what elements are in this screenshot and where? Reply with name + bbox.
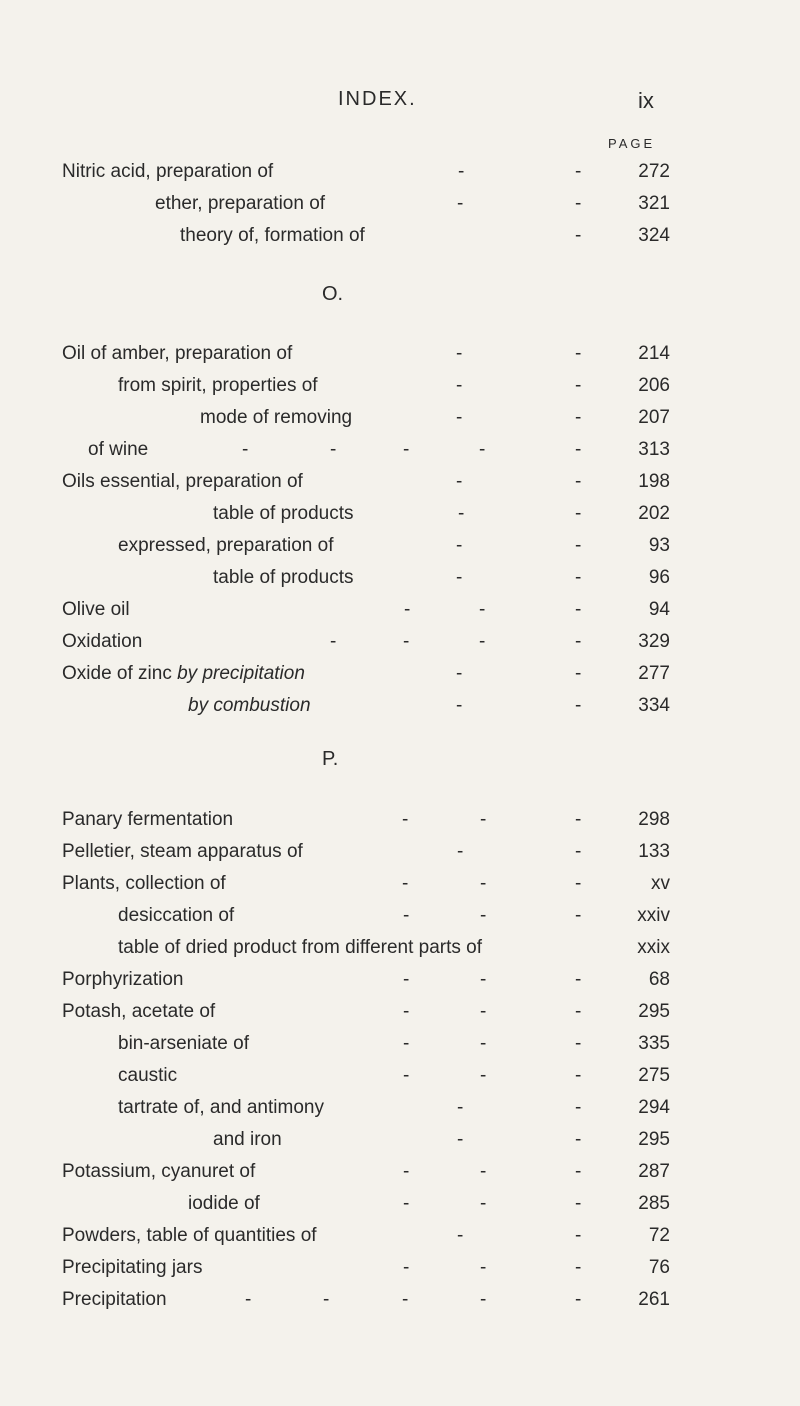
leader-dash: - xyxy=(480,1193,487,1214)
leader-dash: - xyxy=(456,343,463,364)
leader-dash: - xyxy=(403,631,410,652)
leader-dash: - xyxy=(403,1161,410,1182)
entry-term xyxy=(62,838,303,866)
entry-term xyxy=(62,596,130,624)
index-entry xyxy=(0,1190,800,1218)
entry-term xyxy=(118,372,318,400)
entry-page-number: 313 xyxy=(638,439,670,460)
leader-dash: - xyxy=(456,407,463,428)
entry-term-text: Plants, collection of xyxy=(62,873,226,894)
leader-dash: - xyxy=(480,905,487,926)
entry-page-number: 202 xyxy=(638,503,670,524)
leader-dash: - xyxy=(575,1065,582,1086)
entry-term xyxy=(188,1190,260,1218)
entry-page-number: 133 xyxy=(638,841,670,862)
leader-dash: - xyxy=(480,1257,487,1278)
index-entry xyxy=(0,372,800,400)
leader-dash: - xyxy=(456,695,463,716)
entry-term-text: ether, preparation of xyxy=(155,193,326,214)
entry-term xyxy=(62,340,292,368)
leader-dash: - xyxy=(575,1129,582,1150)
entry-term xyxy=(62,998,215,1026)
entry-page-number: 334 xyxy=(638,695,670,716)
entry-page-number: xxiv xyxy=(637,905,670,926)
entry-term xyxy=(62,628,142,656)
section-letter: O. xyxy=(322,283,344,305)
entry-page-number: 94 xyxy=(648,599,670,620)
entry-term xyxy=(62,1158,255,1186)
leader-dash: - xyxy=(575,663,582,684)
entry-term-text: tartrate of, and antimony xyxy=(118,1097,324,1118)
running-head-title: INDEX. xyxy=(338,88,417,110)
entry-term xyxy=(88,436,148,464)
leader-dash: - xyxy=(575,343,582,364)
entry-page-number: 295 xyxy=(638,1129,670,1150)
page-column-heading: PAGE xyxy=(608,136,656,151)
entry-term xyxy=(188,692,311,720)
leader-dash: - xyxy=(575,1033,582,1054)
entry-page-number: 285 xyxy=(638,1193,670,1214)
leader-dash: - xyxy=(575,225,582,246)
entry-term-text: mode of removing xyxy=(200,407,353,428)
index-entry xyxy=(0,870,800,898)
entry-term xyxy=(62,966,183,994)
entry-term-text: from spirit, properties of xyxy=(118,375,318,396)
entry-term xyxy=(62,660,305,688)
leader-dash: - xyxy=(480,1001,487,1022)
entry-term xyxy=(62,158,273,186)
entry-page-number: 321 xyxy=(638,193,670,214)
entry-page-number: 206 xyxy=(638,375,670,396)
leader-dash: - xyxy=(575,969,582,990)
entry-term-text: Oxide of zinc xyxy=(62,663,172,684)
entry-term xyxy=(62,1222,317,1250)
leader-dash: - xyxy=(402,809,409,830)
index-entry xyxy=(0,1222,800,1250)
entry-page-number: xxix xyxy=(637,937,670,958)
index-entry xyxy=(0,222,800,250)
index-entry xyxy=(0,564,800,592)
entry-term-text: Pelletier, steam apparatus of xyxy=(62,841,303,862)
index-entry xyxy=(0,340,800,368)
leader-dash: - xyxy=(323,1289,330,1310)
leader-dash: - xyxy=(575,873,582,894)
leader-dash: - xyxy=(330,439,337,460)
entry-page-number: 277 xyxy=(638,663,670,684)
entry-term-text: table of products xyxy=(213,567,354,588)
leader-dash: - xyxy=(575,905,582,926)
leader-dash: - xyxy=(245,1289,252,1310)
leader-dash: - xyxy=(575,1289,582,1310)
entry-term xyxy=(200,404,352,432)
entry-page-number: 207 xyxy=(638,407,670,428)
entry-page-number: 76 xyxy=(648,1257,670,1278)
leader-dash: - xyxy=(575,1193,582,1214)
leader-dash: - xyxy=(456,663,463,684)
entry-page-number: xv xyxy=(651,873,670,894)
leader-dash: - xyxy=(403,905,410,926)
index-entry xyxy=(0,628,800,656)
entry-term xyxy=(118,532,333,560)
entry-term-text: expressed, preparation of xyxy=(118,535,334,556)
leader-dash: - xyxy=(457,1129,464,1150)
leader-dash: - xyxy=(404,599,411,620)
leader-dash: - xyxy=(575,193,582,214)
entry-term xyxy=(118,902,234,930)
leader-dash: - xyxy=(575,407,582,428)
leader-dash: - xyxy=(480,1065,487,1086)
index-entry xyxy=(0,902,800,930)
leader-dash: - xyxy=(403,1257,410,1278)
index-entry xyxy=(0,500,800,528)
entry-term-text: Oils essential, preparation of xyxy=(62,471,303,492)
leader-dash: - xyxy=(479,599,486,620)
leader-dash: - xyxy=(575,631,582,652)
entry-term-text: caustic xyxy=(118,1065,178,1086)
leader-dash: - xyxy=(575,1097,582,1118)
entry-term xyxy=(180,222,365,250)
entry-page-number: 294 xyxy=(638,1097,670,1118)
index-entry xyxy=(0,1126,800,1154)
entry-term-text: Potassium, cyanuret of xyxy=(62,1161,256,1182)
entry-term-text: Precipitation xyxy=(62,1289,167,1310)
leader-dash: - xyxy=(575,375,582,396)
entry-term-text: bin-arseniate of xyxy=(118,1033,249,1054)
leader-dash: - xyxy=(480,969,487,990)
index-entry xyxy=(0,1158,800,1186)
entry-page-number: 295 xyxy=(638,1001,670,1022)
leader-dash: - xyxy=(458,503,465,524)
leader-dash: - xyxy=(575,567,582,588)
entry-term xyxy=(62,1254,202,1282)
leader-dash: - xyxy=(575,471,582,492)
leader-dash: - xyxy=(402,1289,409,1310)
leader-dash: - xyxy=(480,809,487,830)
entry-term xyxy=(62,806,233,834)
entry-term-text: Olive oil xyxy=(62,599,130,620)
leader-dash: - xyxy=(480,873,487,894)
leader-dash: - xyxy=(479,439,486,460)
entry-term xyxy=(62,1286,167,1314)
entry-term-text: Oxidation xyxy=(62,631,143,652)
entry-term-text: table of dried product from different parts of xyxy=(118,937,483,958)
leader-dash: - xyxy=(575,503,582,524)
entry-term-italic: by precipitation xyxy=(177,663,305,684)
index-entry xyxy=(0,436,800,464)
leader-dash: - xyxy=(575,809,582,830)
leader-dash: - xyxy=(456,375,463,396)
entry-page-number: 198 xyxy=(638,471,670,492)
entry-term-text: Nitric acid, preparation of xyxy=(62,161,274,182)
section-letter: P. xyxy=(322,748,339,770)
entry-term xyxy=(155,190,325,218)
index-entry xyxy=(0,934,800,962)
index-entry xyxy=(0,1030,800,1058)
entry-page-number: 272 xyxy=(638,161,670,182)
index-entry xyxy=(0,692,800,720)
entry-term-text: of wine xyxy=(88,439,149,460)
entry-page-number: 72 xyxy=(648,1225,670,1246)
entry-term xyxy=(118,1094,324,1122)
page-number-roman: ix xyxy=(638,88,654,113)
index-entry xyxy=(0,1286,800,1314)
entry-term xyxy=(213,1126,282,1154)
entry-term-text: Precipitating jars xyxy=(62,1257,203,1278)
leader-dash: - xyxy=(402,873,409,894)
entry-term xyxy=(213,500,353,528)
entry-page-number: 214 xyxy=(638,343,670,364)
index-entry xyxy=(0,158,800,186)
entry-page-number: 275 xyxy=(638,1065,670,1086)
leader-dash: - xyxy=(403,439,410,460)
index-entry xyxy=(0,1062,800,1090)
entry-term-text: Oil of amber, preparation of xyxy=(62,343,293,364)
entry-term-text: Porphyrization xyxy=(62,969,184,990)
leader-dash: - xyxy=(575,1161,582,1182)
leader-dash: - xyxy=(457,841,464,862)
leader-dash: - xyxy=(480,1289,487,1310)
leader-dash: - xyxy=(575,695,582,716)
leader-dash: - xyxy=(458,161,465,182)
entry-page-number: 324 xyxy=(638,225,670,246)
leader-dash: - xyxy=(575,599,582,620)
entry-term xyxy=(62,468,303,496)
entry-term-text: iodide of xyxy=(188,1193,260,1214)
entry-term xyxy=(118,934,482,962)
index-entry xyxy=(0,532,800,560)
entry-page-number: 287 xyxy=(638,1161,670,1182)
leader-dash: - xyxy=(480,1033,487,1054)
entry-page-number: 298 xyxy=(638,809,670,830)
entry-term xyxy=(118,1030,249,1058)
index-entry xyxy=(0,404,800,432)
leader-dash: - xyxy=(575,161,582,182)
leader-dash: - xyxy=(403,1001,410,1022)
leader-dash: - xyxy=(242,439,249,460)
entry-page-number: 93 xyxy=(648,535,670,556)
leader-dash: - xyxy=(457,193,464,214)
leader-dash: - xyxy=(403,1033,410,1054)
entry-term-text: and iron xyxy=(213,1129,282,1150)
index-entry xyxy=(0,468,800,496)
entry-term xyxy=(62,870,226,898)
entry-term-text: desiccation of xyxy=(118,905,235,926)
index-entry xyxy=(0,1254,800,1282)
entry-page-number: 68 xyxy=(648,969,670,990)
leader-dash: - xyxy=(575,1225,582,1246)
entry-term-text: theory of, formation of xyxy=(180,225,365,246)
entry-term xyxy=(213,564,353,592)
index-entry xyxy=(0,966,800,994)
leader-dash: - xyxy=(575,1257,582,1278)
entry-page-number: 96 xyxy=(648,567,670,588)
entry-page-number: 329 xyxy=(638,631,670,652)
leader-dash: - xyxy=(575,439,582,460)
entry-term-text: table of products xyxy=(213,503,354,524)
entry-term-text: Panary fermentation xyxy=(62,809,234,830)
leader-dash: - xyxy=(480,1161,487,1182)
index-entry xyxy=(0,998,800,1026)
leader-dash: - xyxy=(479,631,486,652)
leader-dash: - xyxy=(456,471,463,492)
leader-dash: - xyxy=(403,1193,410,1214)
entry-page-number: 335 xyxy=(638,1033,670,1054)
leader-dash: - xyxy=(575,841,582,862)
index-entry xyxy=(0,838,800,866)
index-entry xyxy=(0,596,800,624)
entry-term xyxy=(118,1062,177,1090)
leader-dash: - xyxy=(457,1097,464,1118)
leader-dash: - xyxy=(456,567,463,588)
index-entry xyxy=(0,190,800,218)
index-entry xyxy=(0,1094,800,1122)
leader-dash: - xyxy=(456,535,463,556)
leader-dash: - xyxy=(575,1001,582,1022)
index-entry xyxy=(0,660,800,688)
entry-term-text: Potash, acetate of xyxy=(62,1001,216,1022)
leader-dash: - xyxy=(403,969,410,990)
leader-dash: - xyxy=(575,535,582,556)
index-entry xyxy=(0,806,800,834)
entry-page-number: 261 xyxy=(638,1289,670,1310)
leader-dash: - xyxy=(403,1065,410,1086)
leader-dash: - xyxy=(457,1225,464,1246)
leader-dash: - xyxy=(330,631,337,652)
entry-term-text: Powders, table of quantities of xyxy=(62,1225,317,1246)
entry-term-italic: by combustion xyxy=(188,695,311,716)
